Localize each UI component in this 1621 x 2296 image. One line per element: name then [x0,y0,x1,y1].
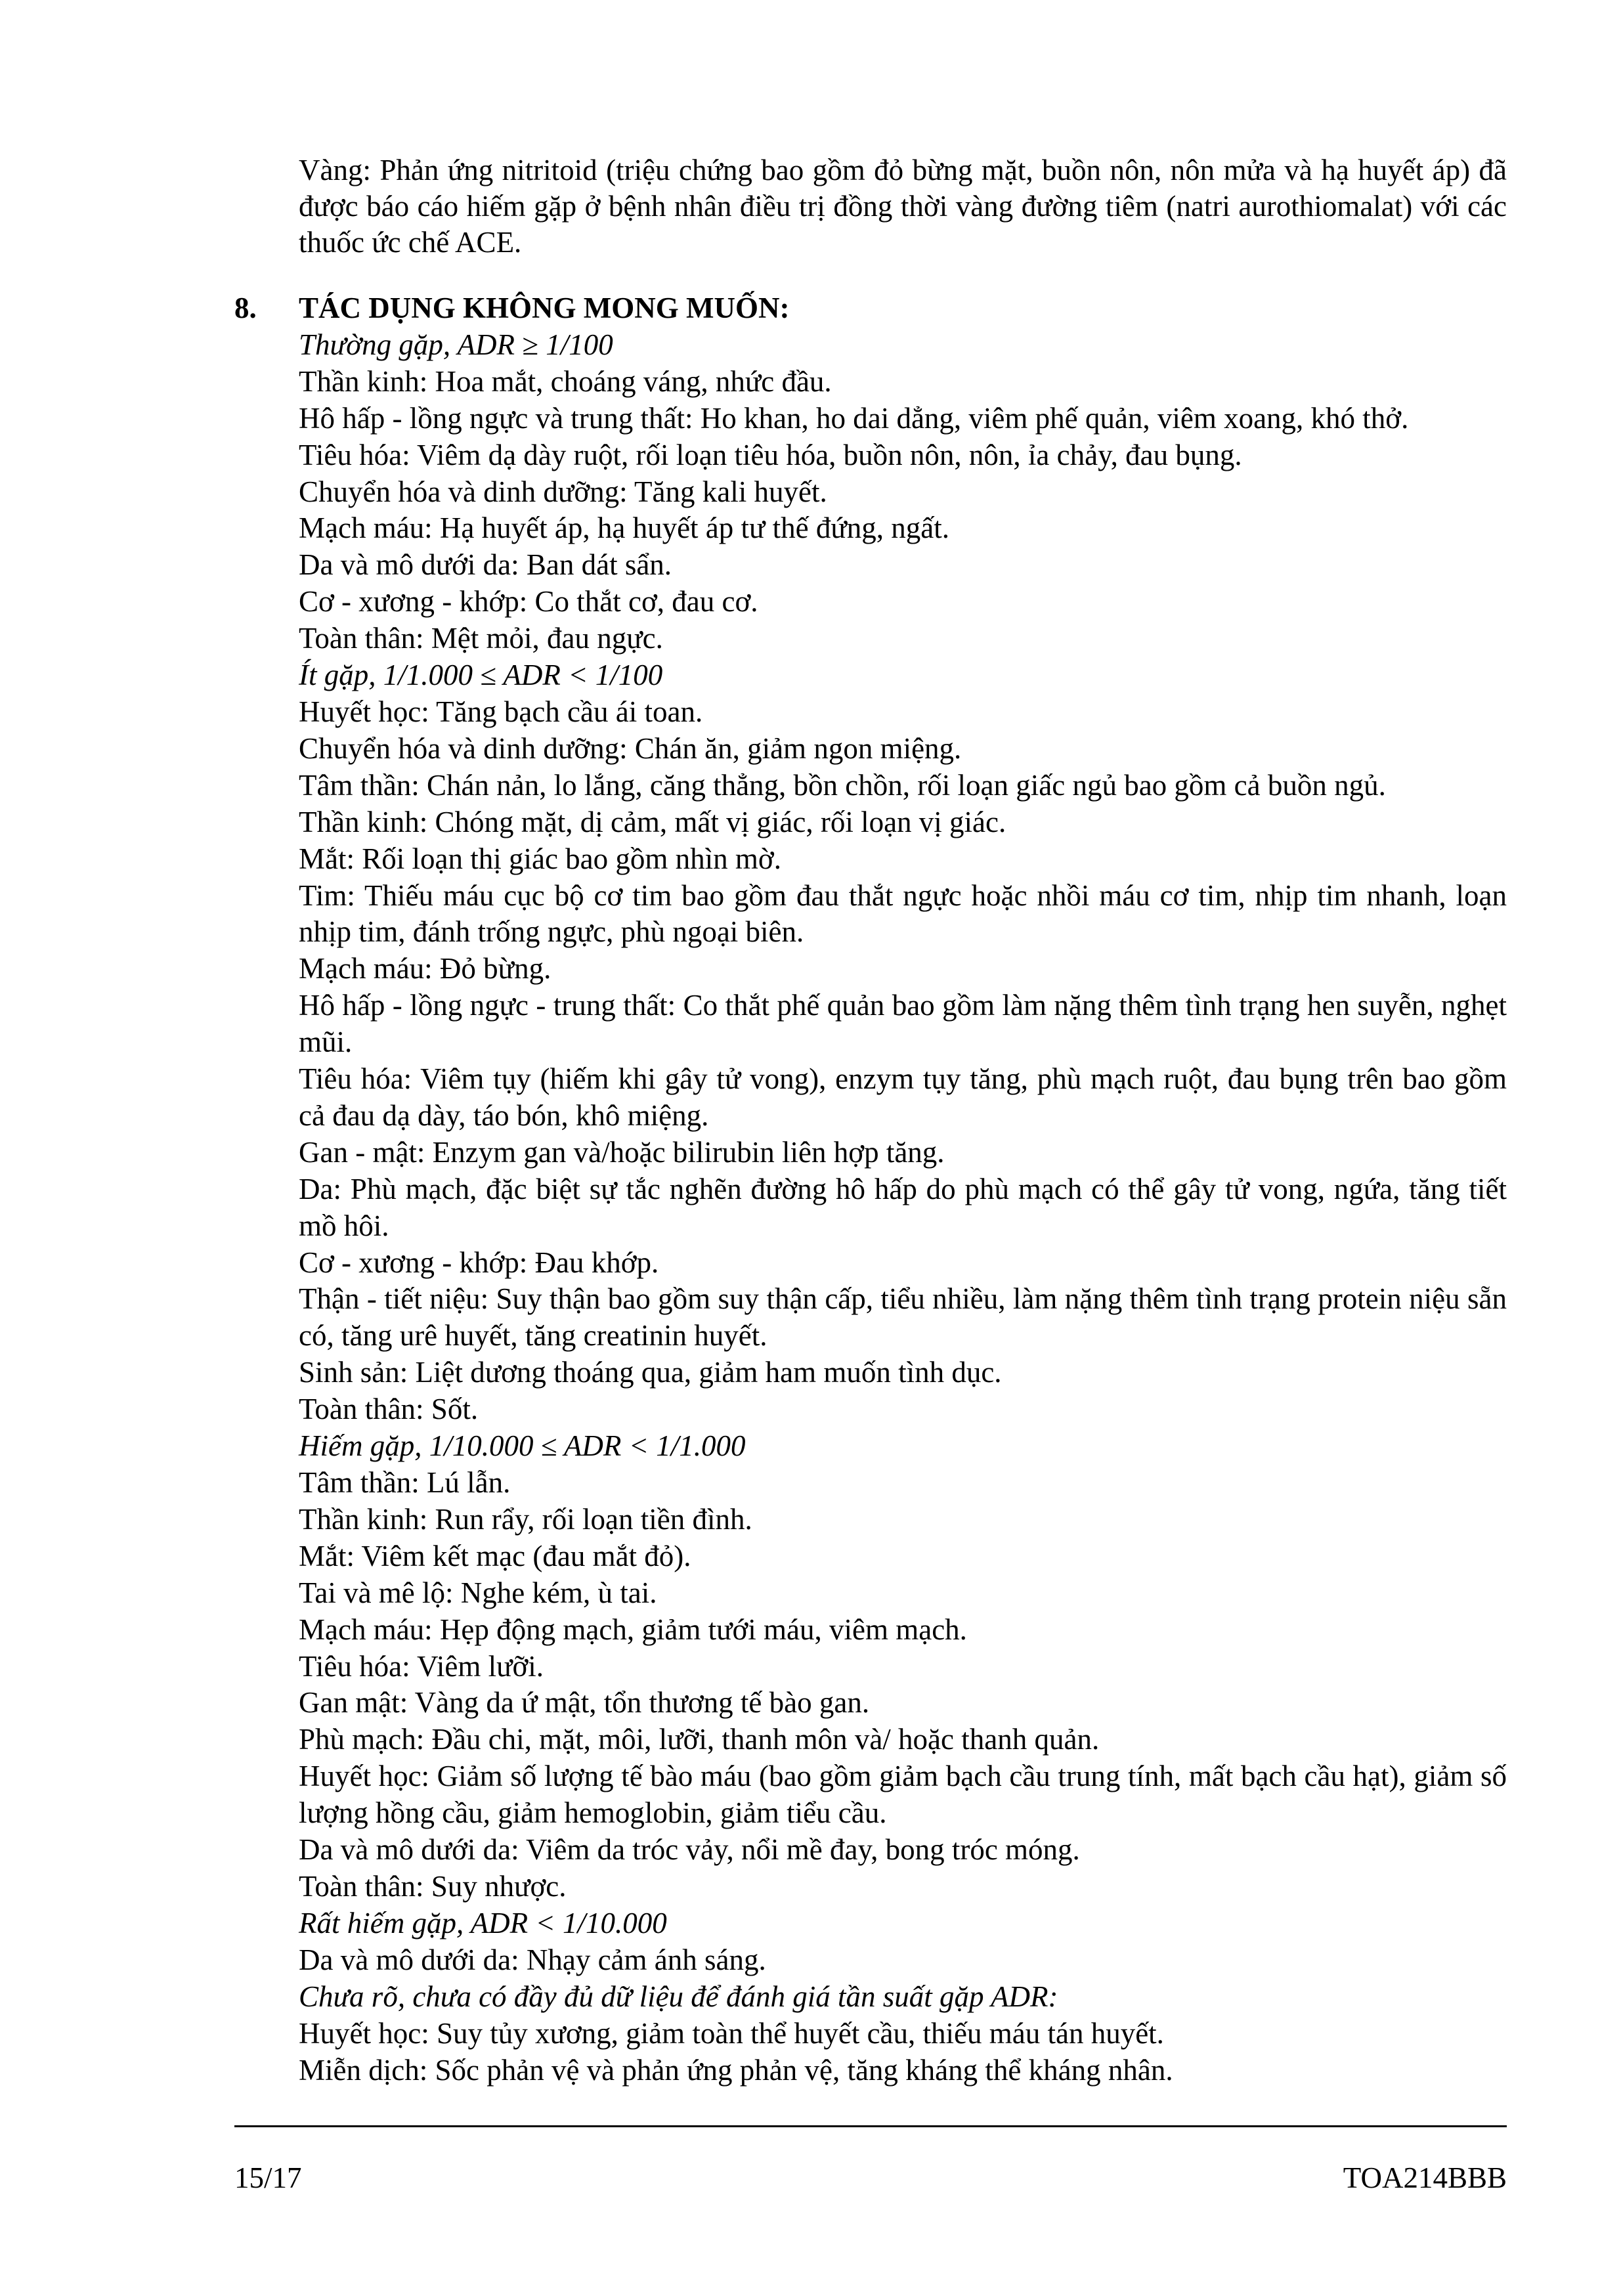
effect-line: Tiêu hóa: Viêm lưỡi. [299,1649,544,1683]
effect-line: Da và mô dưới da: Ban dát sẩn. [299,548,672,582]
effect-line: Mạch máu: Đỏ bừng. [299,952,551,986]
effect-line: Da: Phù mạch, đặc biệt sự tắc nghẽn đường hô hấp do phù mạch có thể gây tử vong, ngứa, tăng tiết mồ hôi. [299,1172,1507,1242]
footer-divider [234,2125,1507,2127]
effect-line: Tim: Thiếu máu cục bộ cơ tim bao gồm đau thắt ngực hoặc nhồi máu cơ tim, nhịp tim nhanh, loạn nhịp tim, đánh trống ngực, phù ngoại biên. [299,878,1507,949]
effect-line: Phù mạch: Đầu chi, mặt, môi, lưỡi, thanh môn và/ hoặc thanh quản. [299,1723,1100,1756]
effect-line: Mắt: Viêm kết mạc (đau mắt đỏ). [299,1539,691,1572]
section-number: 8. [234,292,257,324]
effect-line: Tiêu hóa: Viêm tụy (hiếm khi gây tử vong), enzym tụy tăng, phù mạch ruột, đau bụng trên bao gồm cả đau dạ dày, táo bón, khô miệng. [299,1062,1507,1132]
effect-line: Da và mô dưới da: Viêm da tróc vảy, nổi mề đay, bong tróc móng. [299,1833,1080,1867]
page-number: 15/17 [234,2161,302,2194]
effect-line: Mắt: Rối loạn thị giác bao gồm nhìn mờ. [299,842,781,875]
effect-line: Cơ - xương - khớp: Đau khớp. [299,1245,659,1279]
effect-line: Tâm thần: Lú lẫn. [299,1466,511,1499]
effect-line: Toàn thân: Mệt mỏi, đau ngực. [299,622,663,655]
effect-line: Cơ - xương - khớp: Co thắt cơ, đau cơ. [299,585,758,618]
frequency-heading: Ít gặp, 1/1.000 ≤ ADR < 1/100 [299,659,663,692]
effect-line: Toàn thân: Sốt. [299,1393,479,1426]
effect-line: Sinh sản: Liệt dương thoáng qua, giảm ham muốn tình dục. [299,1356,1002,1389]
effect-line: Chuyển hóa và dinh dưỡng: Chán ăn, giảm ngon miệng. [299,731,962,765]
effect-line: Miễn dịch: Sốc phản vệ và phản ứng phản vệ, tăng kháng thể kháng nhân. [299,2053,1173,2087]
effect-line: Da và mô dưới da: Nhạy cảm ánh sáng. [299,1943,766,1976]
effect-line: Gan mật: Vàng da ứ mật, tổn thương tế bào gan. [299,1686,870,1720]
effect-line: Gan - mật: Enzym gan và/hoặc bilirubin liên hợp tăng. [299,1135,945,1169]
intro-paragraph [299,152,1507,261]
effect-line: Mạch máu: Hạ huyết áp, hạ huyết áp tư thế đứng, ngất. [299,511,950,545]
effect-line: Toàn thân: Suy nhược. [299,1869,567,1903]
frequency-heading: Hiếm gặp, 1/10.000 ≤ ADR < 1/1.000 [299,1429,746,1463]
effect-line: Thần kinh: Chóng mặt, dị cảm, mất vị giác, rối loạn vị giác. [299,805,1006,838]
effect-line: Hô hấp - lồng ngực và trung thất: Ho khan, ho dai dẳng, viêm phế quản, viêm xoang, khó thở. [299,401,1409,435]
frequency-heading: Chưa rõ, chưa có đầy đủ dữ liệu để đánh giá tần suất gặp ADR: [299,1980,1058,2013]
effect-line: Huyết học: Tăng bạch cầu ái toan. [299,695,703,728]
section-heading: TÁC DỤNG KHÔNG MONG MUỐN: [299,292,790,324]
frequency-heading: Rất hiếm gặp, ADR < 1/10.000 [299,1906,667,1939]
section-adverse-effects [299,290,1507,2089]
effect-line: Tiêu hóa: Viêm dạ dày ruột, rối loạn tiêu hóa, buồn nôn, nôn, ỉa chảy, đau bụng. [299,438,1242,471]
effect-line: Huyết học: Suy tủy xương, giảm toàn thể huyết cầu, thiếu máu tán huyết. [299,2016,1164,2050]
effect-line: Hô hấp - lồng ngực - trung thất: Co thắt phế quản bao gồm làm nặng thêm tình trạng hen suyễn, nghẹt mũi. [299,989,1507,1059]
section-body [299,327,1507,2089]
effect-line: Huyết học: Giảm số lượng tế bào máu (bao gồm giảm bạch cầu trung tính, mất bạch cầu hạt), giảm số lượng hồng cầu, giảm hemoglobin, giảm tiểu cầu. [299,1760,1507,1830]
effect-line: Thận - tiết niệu: Suy thận bao gồm suy thận cấp, tiểu nhiều, làm nặng thêm tình trạng protein niệu sẵn có, tăng urê huyết, tăng creatinin huyết. [299,1282,1507,1353]
effect-line: Mạch máu: Hẹp động mạch, giảm tưới máu, viêm mạch. [299,1613,967,1646]
effect-line: Tai và mê lộ: Nghe kém, ù tai. [299,1576,657,1609]
intro-text: Vàng: Phản ứng nitritoid (triệu chứng bao gồm đỏ bừng mặt, buồn nôn, nôn mửa và hạ huyết áp) đã được báo cáo hiếm gặp ở bệnh nhân điều trị đồng thời vàng đường tiêm (natri aurothiomalat) với các thuốc ức chế ACE. [299,154,1507,259]
effect-line: Thần kinh: Hoa mắt, choáng váng, nhức đầu. [299,364,832,398]
effect-line: Chuyển hóa và dinh dưỡng: Tăng kali huyết. [299,475,827,508]
effect-line: Thần kinh: Run rẩy, rối loạn tiền đình. [299,1502,752,1536]
document-code: TOA214BBB [1343,2161,1507,2194]
frequency-heading: Thường gặp, ADR ≥ 1/100 [299,328,613,361]
effect-line: Tâm thần: Chán nản, lo lắng, căng thẳng, bồn chồn, rối loạn giấc ngủ bao gồm cả buồn ngủ. [299,768,1386,802]
